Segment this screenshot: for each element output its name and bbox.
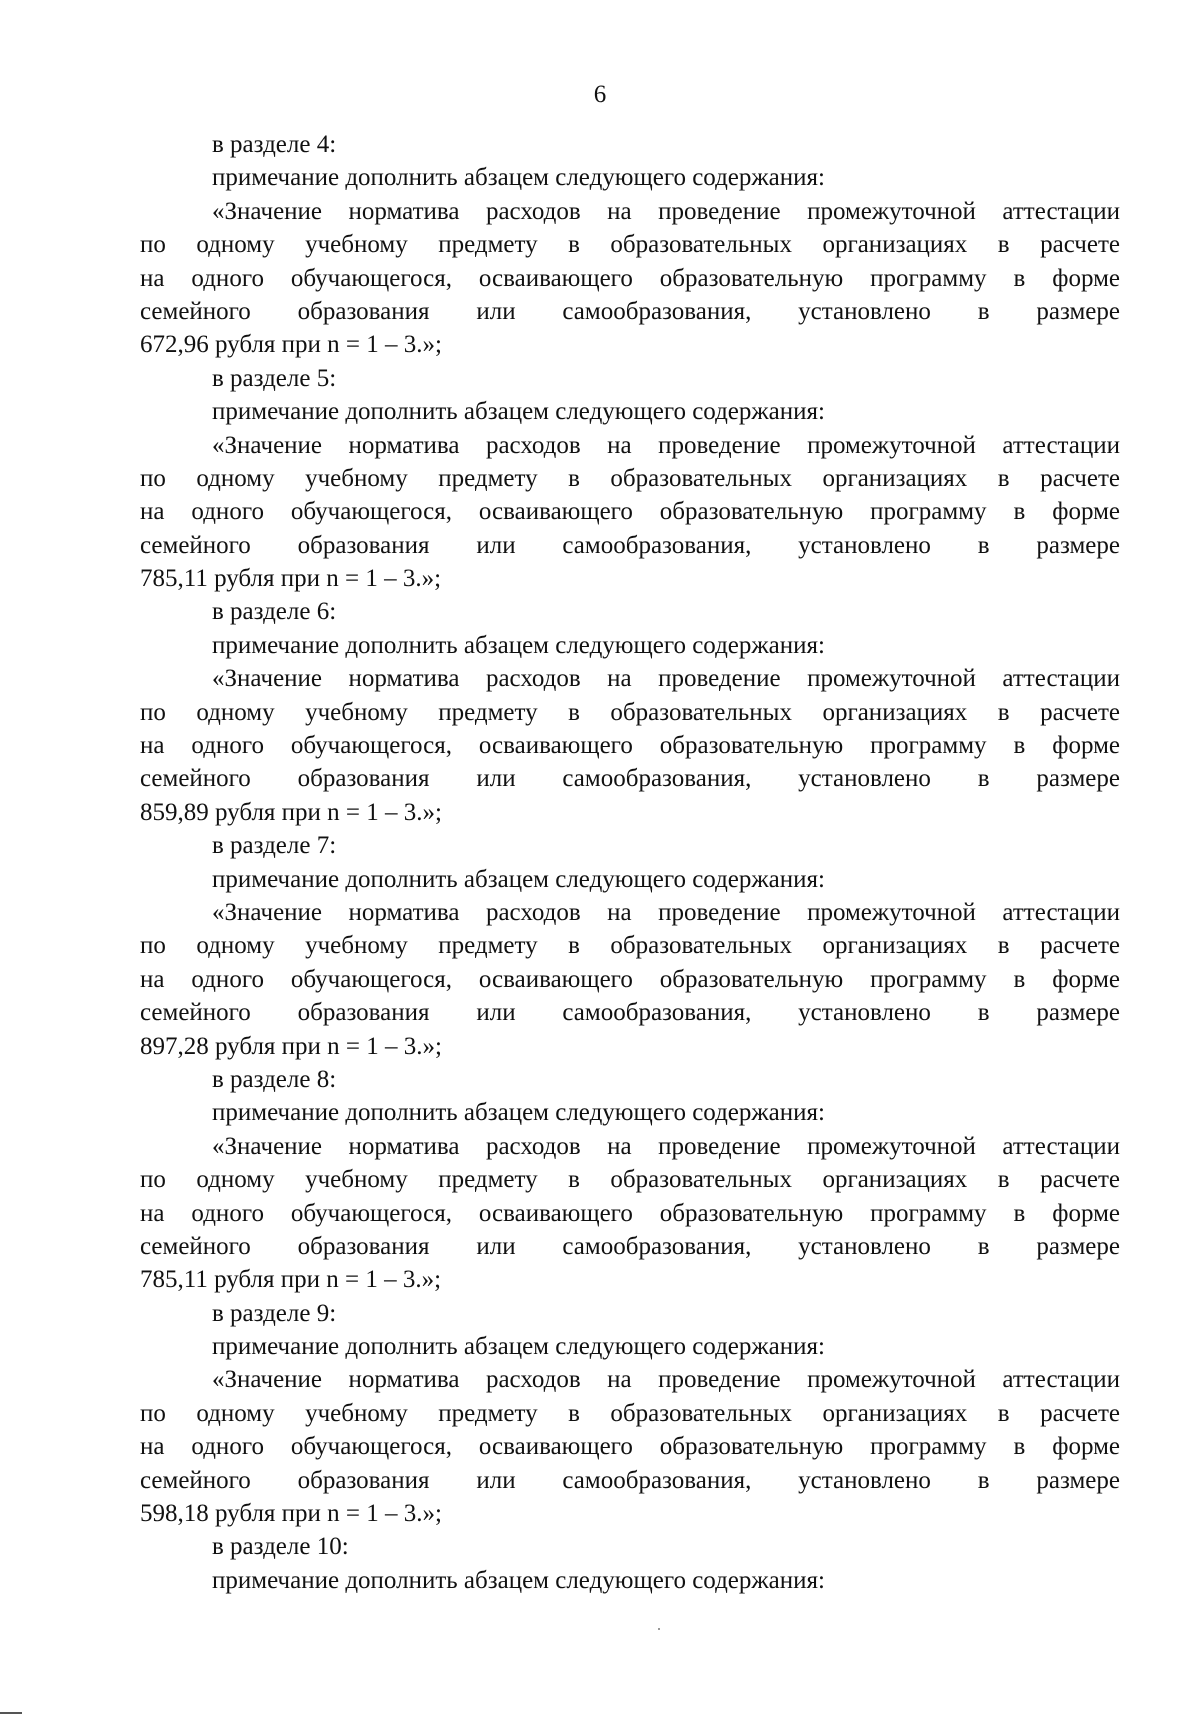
paragraph-line: «Значение норматива расходов на проведение промежуточной аттестации: [212, 665, 1120, 693]
paragraph-line: «Значение норматива расходов на проведение промежуточной аттестации: [212, 898, 1120, 926]
section-block: [140, 829, 1120, 1063]
paragraph-line: по одному учебному предмету в образовательных организациях в расчете: [140, 231, 1120, 259]
paragraph-line: «Значение норматива расходов на проведение промежуточной аттестации: [212, 197, 1120, 225]
paragraph-line: на одного обучающегося, осваивающего образовательную программу в форме: [140, 1199, 1120, 1227]
paragraph-line: по одному учебному предмету в образовательных организациях в расчете: [140, 1399, 1120, 1427]
note-line: примечание дополнить абзацем следующего содержания:: [212, 1566, 825, 1594]
paragraph-last-line: 859,89 рубля при n = 1 – 3.»;: [140, 798, 442, 826]
paragraph-line: «Значение норматива расходов на проведение промежуточной аттестации: [212, 1132, 1120, 1160]
note-line: примечание дополнить абзацем следующего содержания:: [212, 398, 825, 426]
paragraph-last-line: 598,18 рубля при n = 1 – 3.»;: [140, 1500, 442, 1528]
section-block: [140, 595, 1120, 829]
note-line: примечание дополнить абзацем следующего содержания:: [212, 865, 825, 893]
paragraph-line: семейного образования или самообразования, установлено в размере: [140, 531, 1120, 559]
paragraph-line: на одного обучающегося, осваивающего образовательную программу в форме: [140, 498, 1120, 526]
section-block: [140, 362, 1120, 596]
paragraph-line: на одного обучающегося, осваивающего образовательную программу в форме: [140, 264, 1120, 292]
section-block: [140, 1297, 1120, 1531]
paragraph-line: по одному учебному предмету в образовательных организациях в расчете: [140, 1166, 1120, 1194]
section-block: [140, 1530, 1120, 1597]
paragraph-last-line: 785,11 рубля при n = 1 – 3.»;: [140, 1266, 442, 1294]
section-heading: в разделе 9:: [212, 1299, 337, 1327]
paragraph-last-line: 897,28 рубля при n = 1 – 3.»;: [140, 1032, 442, 1060]
section-block: [140, 1063, 1120, 1297]
note-line: примечание дополнить абзацем следующего содержания:: [212, 1333, 825, 1361]
paragraph-line: по одному учебному предмету в образовательных организациях в расчете: [140, 932, 1120, 960]
note-line: примечание дополнить абзацем следующего содержания:: [212, 164, 825, 192]
paragraph-line: семейного образования или самообразования, установлено в размере: [140, 999, 1120, 1027]
paragraph-line: семейного образования или самообразования, установлено в размере: [140, 765, 1120, 793]
paragraph-last-line: 785,11 рубля при n = 1 – 3.»;: [140, 565, 442, 593]
paragraph-line: семейного образования или самообразования, установлено в размере: [140, 297, 1120, 325]
note-line: примечание дополнить абзацем следующего содержания:: [212, 1099, 825, 1127]
paragraph-line: «Значение норматива расходов на проведение промежуточной аттестации: [212, 431, 1120, 459]
paragraph-line: на одного обучающегося, осваивающего образовательную программу в форме: [140, 965, 1120, 993]
scan-speck: [658, 1628, 660, 1630]
section-heading: в разделе 10:: [212, 1533, 349, 1561]
section-heading: в разделе 4:: [212, 131, 337, 158]
paragraph-line: по одному учебному предмету в образовательных организациях в расчете: [140, 464, 1120, 492]
section-heading: в разделе 8:: [212, 1065, 337, 1093]
paragraph-line: «Значение норматива расходов на проведение промежуточной аттестации: [212, 1366, 1120, 1394]
document-body: [140, 128, 1120, 1597]
section-block: [140, 128, 1120, 362]
paragraph-line: по одному учебному предмету в образовательных организациях в расчете: [140, 698, 1120, 726]
paragraph-line: семейного образования или самообразования, установлено в размере: [140, 1232, 1120, 1260]
paragraph-line: семейного образования или самообразования, установлено в размере: [140, 1466, 1120, 1494]
section-heading: в разделе 6:: [212, 598, 337, 626]
section-heading: в разделе 5:: [212, 364, 337, 392]
section-heading: в разделе 7:: [212, 832, 337, 860]
paragraph-line: на одного обучающегося, осваивающего образовательную программу в форме: [140, 732, 1120, 760]
note-line: примечание дополнить абзацем следующего содержания:: [212, 631, 825, 659]
paragraph-line: на одного обучающегося, осваивающего образовательную программу в форме: [140, 1433, 1120, 1461]
scan-edge-mark: [0, 1712, 22, 1714]
page-number: 6: [593, 81, 607, 108]
paragraph-last-line: 672,96 рубля при n = 1 – 3.»;: [140, 331, 442, 359]
